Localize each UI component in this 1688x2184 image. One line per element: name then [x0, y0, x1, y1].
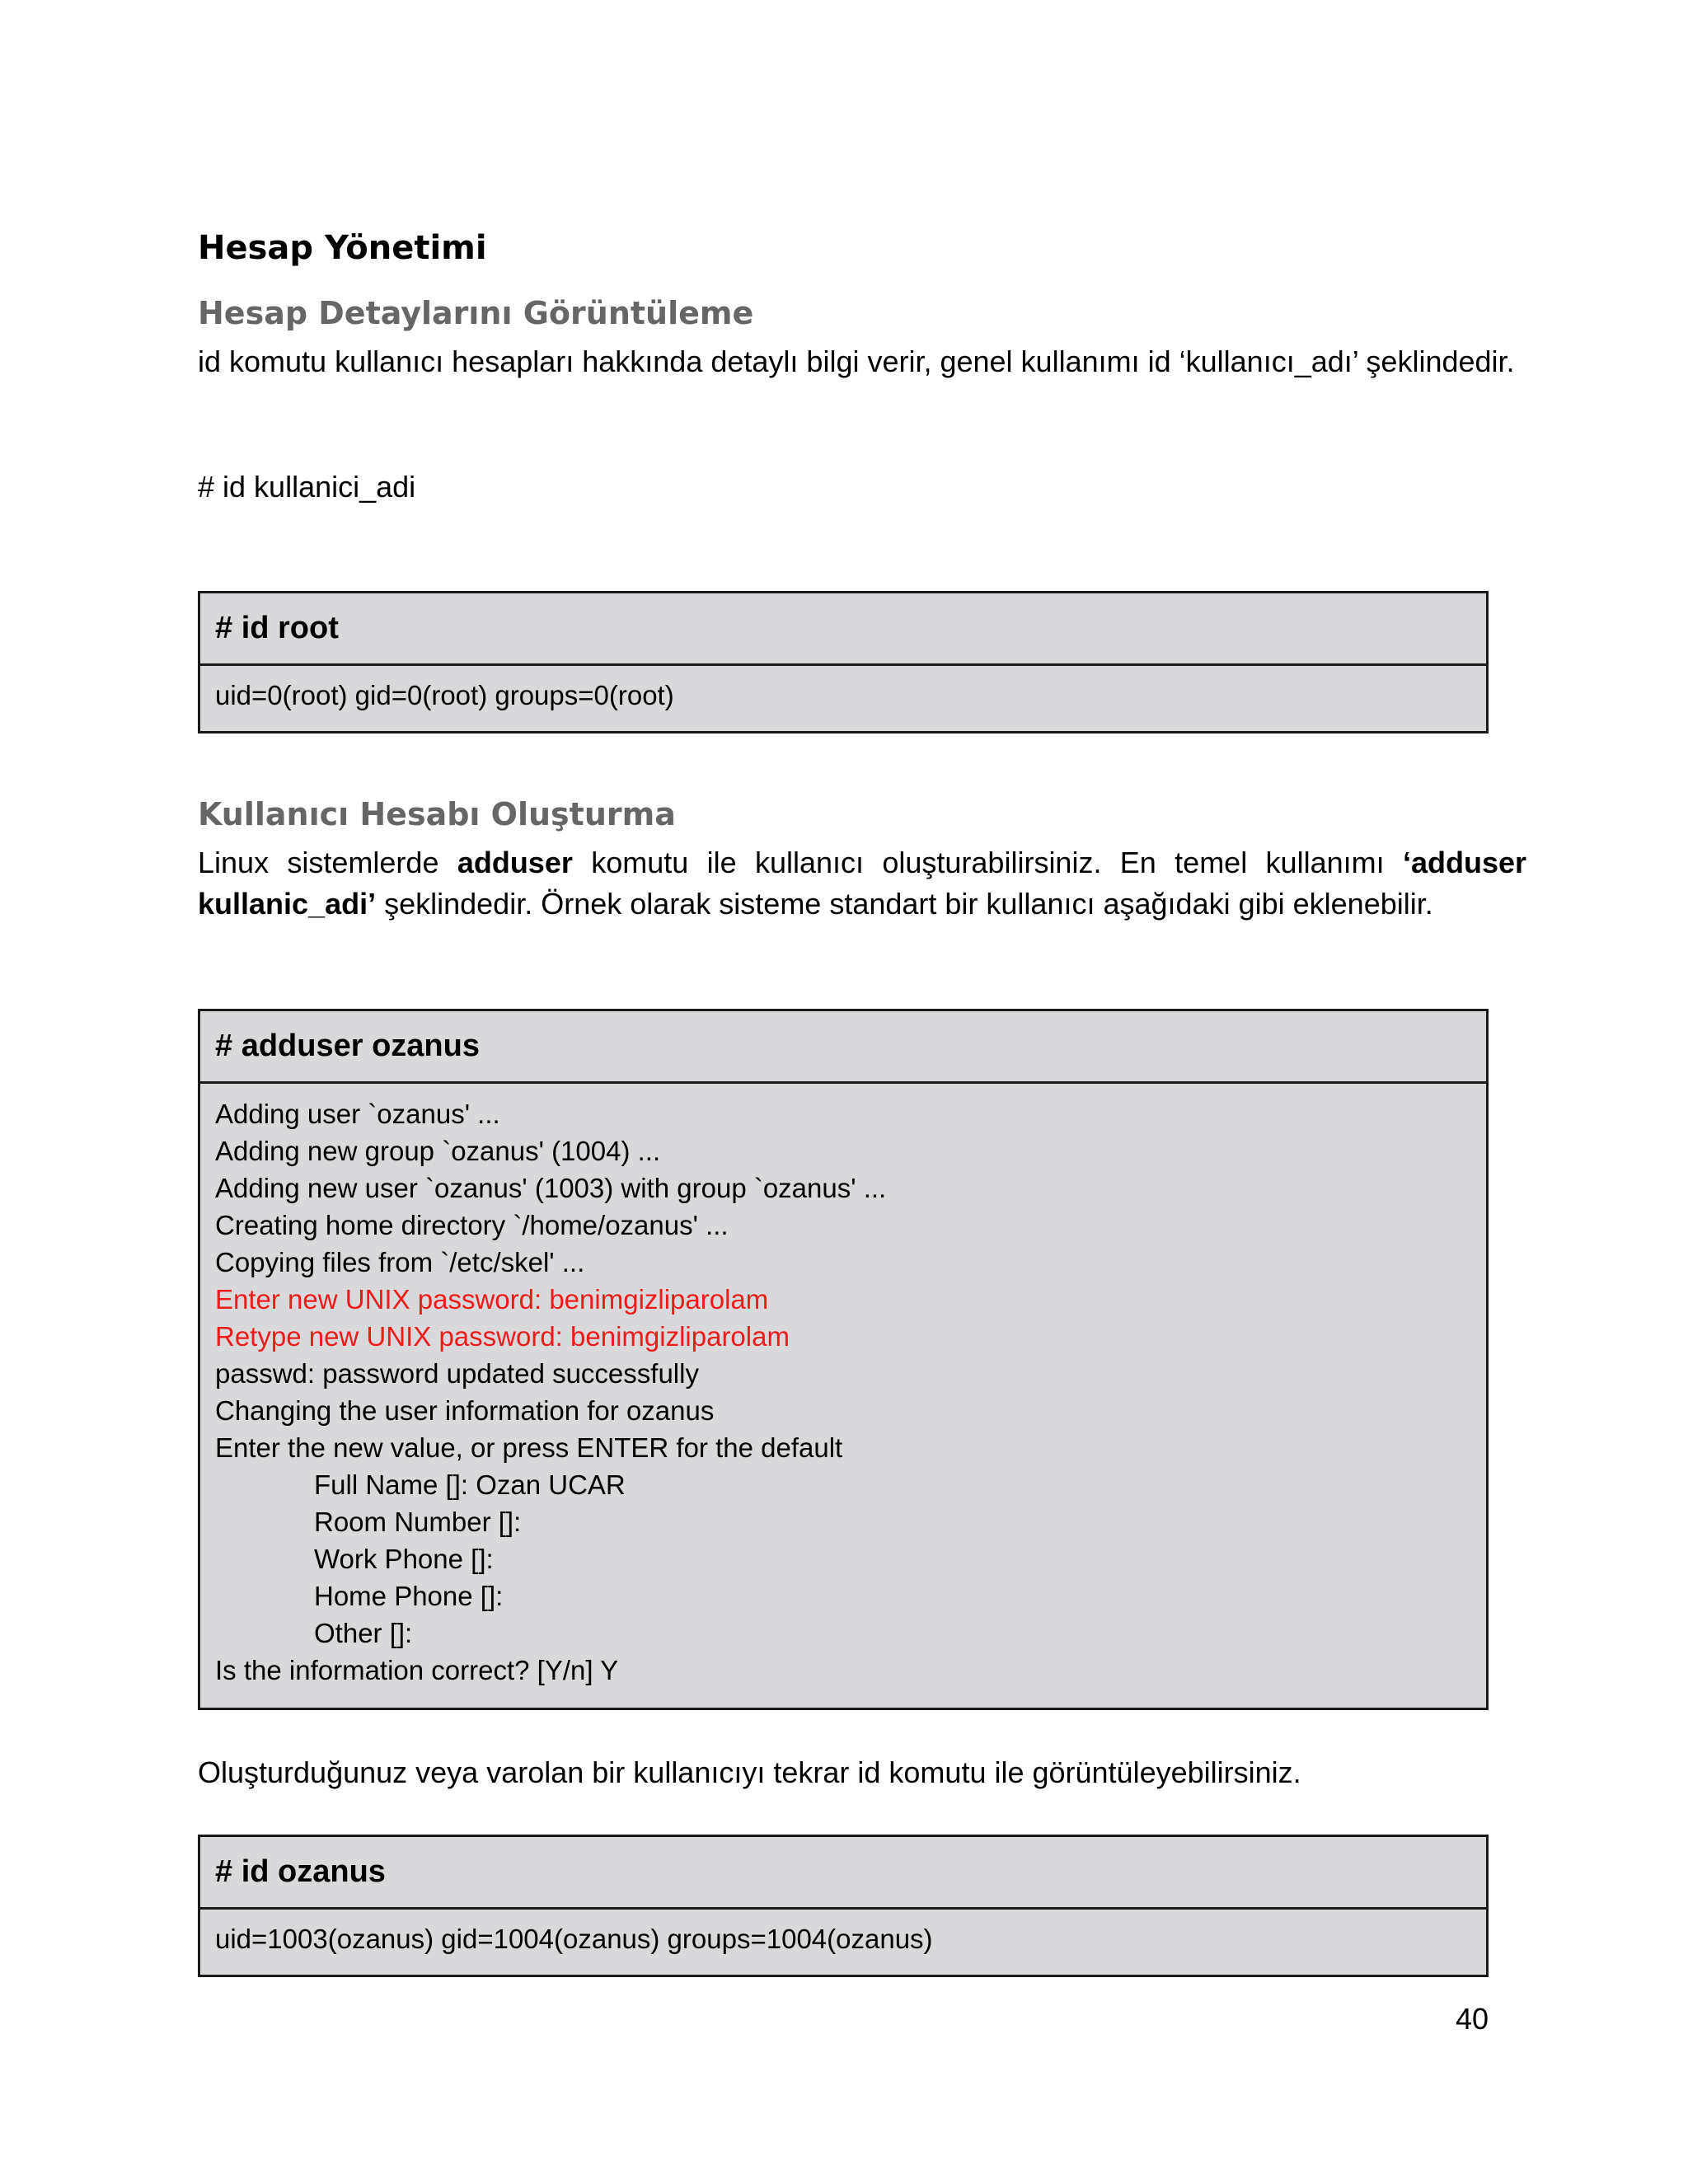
command-box-adduser: [198, 1009, 1489, 1710]
output-line-password-highlight: Enter new UNIX password: benimgizliparolam: [215, 1284, 769, 1315]
paragraph-adduser-description: [198, 842, 1526, 925]
bold-term-adduser: adduser: [457, 846, 573, 879]
command-box-id-ozanus: [198, 1835, 1489, 1977]
output-line: Adding user `ozanus' ...: [215, 1099, 500, 1129]
output-line: Enter the new value, or press ENTER for the default: [215, 1432, 843, 1463]
paragraph-text: Linux sistemlerde: [198, 846, 457, 879]
paragraph-text: komutu ile kullanıcı oluşturabilirsiniz. En temel kullanımı: [572, 846, 1403, 879]
bold-term-usage: ‘adduser kullanic_adi’: [198, 846, 1526, 921]
subsection-title-account-details: Hesap Detaylarını Görüntüleme: [198, 295, 754, 331]
usage-line: # id kullanici_adi: [198, 470, 416, 504]
command-output: uid=1003(ozanus) gid=1004(ozanus) groups=1004(ozanus): [215, 1924, 933, 1954]
output-line: Is the information correct? [Y/n] Y: [215, 1655, 619, 1685]
output-line-indented: Other []:: [314, 1618, 413, 1648]
command-header: # id root: [200, 593, 1486, 666]
command-header: # id ozanus: [200, 1837, 1486, 1910]
section-title: Hesap Yönetimi: [198, 229, 487, 267]
command-header: # adduser ozanus: [200, 1011, 1486, 1084]
paragraph-text: şeklindedir. Örnek olarak sisteme standart bir kullanıcı aşağıdaki gibi eklenebilir.: [376, 887, 1433, 921]
output-line: passwd: password updated successfully: [215, 1358, 699, 1389]
output-line-password-highlight: Retype new UNIX password: benimgizliparolam: [215, 1321, 790, 1352]
command-box-id-root: [198, 591, 1489, 733]
output-line: Creating home directory `/home/ozanus' ...: [215, 1210, 729, 1240]
output-line-indented: Work Phone []:: [314, 1544, 494, 1574]
command-output: uid=0(root) gid=0(root) groups=0(root): [215, 680, 674, 710]
command-output: [200, 1084, 1486, 1697]
page-number: 40: [1456, 2002, 1489, 2036]
output-line-indented: Home Phone []:: [314, 1581, 504, 1611]
output-line: Adding new user `ozanus' (1003) with group `ozanus' ...: [215, 1173, 887, 1203]
paragraph-id-description: id komutu kullanıcı hesapları hakkında detaylı bilgi verir, genel kullanımı id ‘kullanıcı_adı’ şeklindedir.: [198, 344, 1515, 378]
paragraph-after-adduser: Oluşturduğunuz veya varolan bir kullanıcıyı tekrar id komutu ile görüntüleyebilirsiniz.: [198, 1755, 1301, 1789]
output-line-indented: Room Number []:: [314, 1507, 522, 1537]
output-line-indented: Full Name []: Ozan UCAR: [314, 1469, 626, 1500]
output-line: Copying files from `/etc/skel' ...: [215, 1247, 585, 1277]
output-line: Changing the user information for ozanus: [215, 1395, 715, 1426]
output-line: Adding new group `ozanus' (1004) ...: [215, 1136, 661, 1166]
subsection-title-create-account: Kullanıcı Hesabı Oluşturma: [198, 796, 676, 832]
